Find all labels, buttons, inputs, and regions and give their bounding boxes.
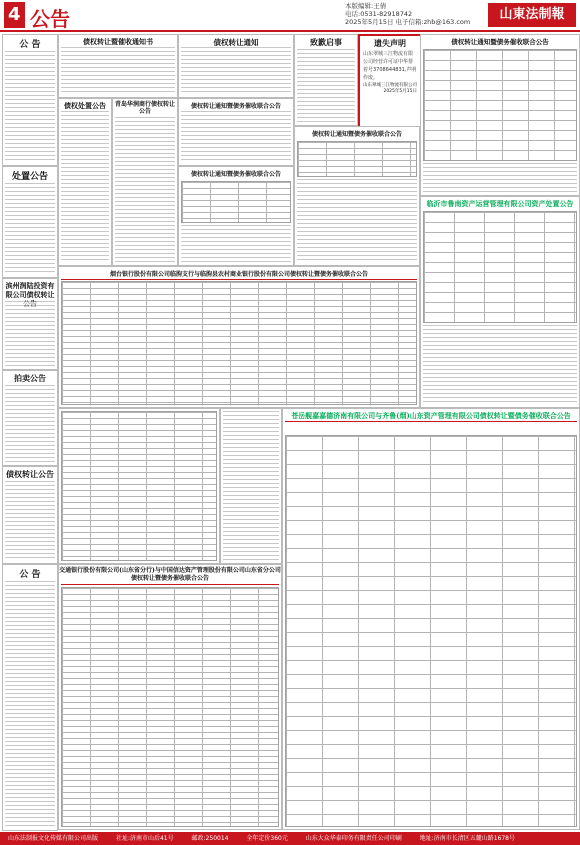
- jiaotong-title: 交通银行股份有限公司(山东省分行)与中国信达资产管理股份有限公司山东省分公司债权转让暨债务催收联合公告: [59, 567, 281, 582]
- footer-publisher: 山东法制报文化传媒有限公司出版: [8, 835, 99, 842]
- date-line: 2025年5月15日 电子信箱:zhb@163.com: [345, 18, 471, 26]
- newspaper-logo: 山東法制報: [488, 3, 576, 27]
- transfer-notice-block: [178, 34, 294, 98]
- small-notice-block: [2, 564, 58, 831]
- linqu-table-continued: [58, 408, 220, 564]
- notice-block: [2, 34, 58, 166]
- linqu-joint-title: 烟台银行股份有限公司临朐支行与临朐县农村商业银行股份有限公司债权转让暨债务催收联合公告: [109, 271, 368, 278]
- footer-printer: 山东大众华泰印务有限责任公司印刷: [305, 835, 402, 842]
- right-notice-title: 债权转让通知暨债务催收联合公告: [451, 38, 549, 46]
- linyi-block: [420, 196, 580, 408]
- editor-line: 本版编辑:王倩: [345, 2, 387, 10]
- auction-block: [2, 370, 58, 466]
- linyi-title: 临沂市鲁南资产运营管理有限公司资产处置公告: [426, 199, 574, 208]
- lost-statement-block: [358, 34, 422, 128]
- col1-transfer-block: [2, 466, 58, 564]
- binzhou-title: 滨州润陆投资有限公司债权转让: [5, 281, 55, 299]
- urge-block: [178, 98, 294, 166]
- auction-title: 拍卖公告: [14, 373, 46, 383]
- center-notice-block: [294, 126, 420, 266]
- lost-body: 山东翠城三江物流有限公司经营许可证中华帮着号3708644831,声明作废。: [363, 51, 417, 81]
- col2-disposal-block: [58, 98, 112, 266]
- pledge-title: 债权转让暨催收通知书: [83, 37, 153, 46]
- disposal-title: 处置公告: [11, 172, 48, 182]
- urge-title: 债权转让通知暨债务催收联合公告: [190, 103, 281, 110]
- lost-date: 2025年5月15日: [383, 89, 417, 94]
- pledge-block: [58, 34, 178, 98]
- page-footer: [0, 832, 580, 845]
- middle-text-block: [220, 408, 282, 564]
- page-number: 4: [4, 2, 25, 28]
- transfer-notice-title: 债权转让通知: [213, 38, 259, 47]
- joint-block: [178, 166, 294, 266]
- footer-postcode: 邮政:250014: [191, 835, 229, 842]
- phone-line: 电话:0531-82918742: [345, 10, 413, 18]
- qingdao-title: 青岛华润商行债权转让公告: [114, 101, 175, 115]
- small-notice-title: 公 告: [19, 570, 41, 580]
- tongxin-title: 苍岳舰嘉嘉德济南有限公司与齐鲁(烟)山东资产管理有限公司债权转让暨债务催收联合公告: [291, 411, 571, 420]
- linqu-joint-block: [58, 266, 420, 408]
- footer-print-address: 地址:济南市长清区五麓山路1678号: [419, 835, 515, 842]
- apology-title: 致歉启事: [310, 37, 342, 47]
- page-header: [0, 0, 580, 32]
- disposal-block: [2, 166, 58, 278]
- joint-title: 债权转让通知暨债务催收联合公告: [190, 171, 281, 178]
- notice-title: 公 告: [19, 40, 41, 50]
- footer-address: 社址:济南市山后41号: [115, 835, 174, 842]
- col1-transfer-title: 债权转让公告: [6, 469, 54, 479]
- section-title: 公告: [30, 7, 70, 31]
- col2-disposal-title: 债权处置公告: [64, 101, 106, 110]
- footer-price: 全年定价360元: [246, 835, 288, 842]
- lost-title: 遗失声明: [374, 38, 406, 48]
- center-notice-title: 债权转让通知暨债务催收联合公告: [311, 131, 402, 138]
- tongxin-block: [282, 408, 580, 830]
- lost-signer: 山东翠城三江物流有限公司: [363, 83, 417, 88]
- header-info: [345, 2, 470, 26]
- jiaotong-block: [58, 564, 282, 830]
- qingdao-block: [112, 98, 178, 266]
- binzhou-block: [2, 278, 58, 370]
- apology-block: [294, 34, 358, 126]
- right-notice-block: [420, 34, 580, 196]
